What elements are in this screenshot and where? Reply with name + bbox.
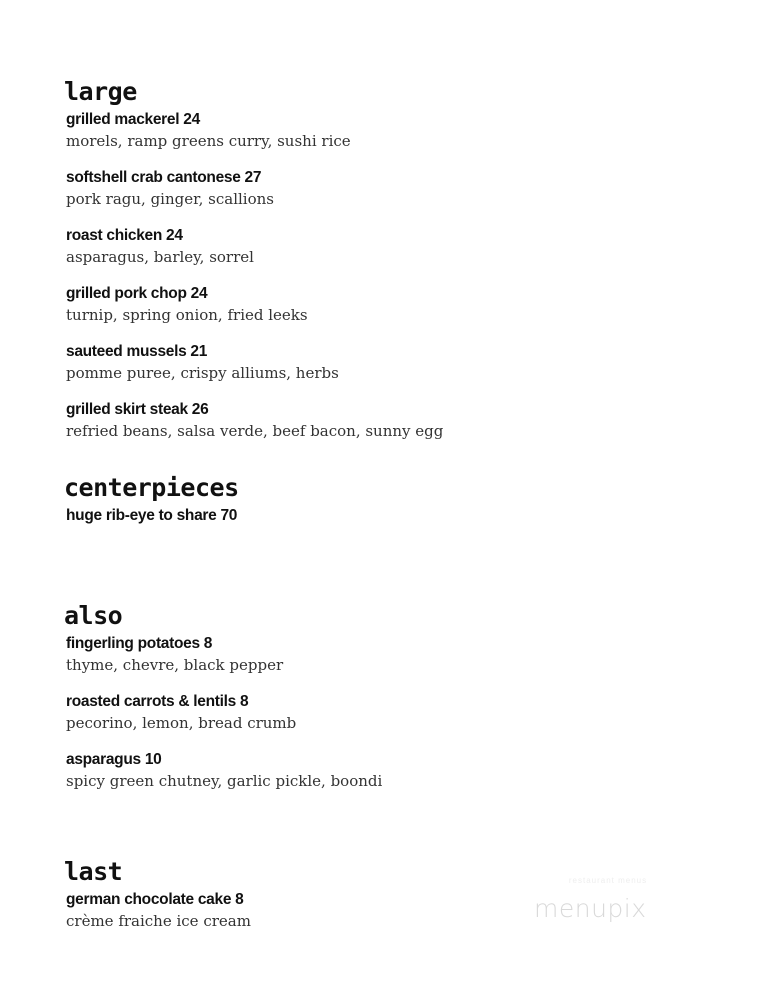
menu-item-name: fingerling potatoes 8	[66, 635, 213, 652]
menu-item	[66, 110, 706, 152]
section-heading: centerpieces	[64, 473, 239, 502]
menu-item	[66, 342, 706, 384]
section-also	[66, 602, 706, 808]
section-heading: also	[64, 601, 123, 630]
menu-item-description: turnip, spring onion, fried leeks	[66, 306, 308, 324]
menu-item-name: sauteed mussels 21	[66, 343, 208, 360]
menu-item	[66, 506, 706, 526]
menu-item-name: roast chicken 24	[66, 227, 183, 244]
menu-item	[66, 284, 706, 326]
menu-item-name: german chocolate cake 8	[66, 891, 244, 908]
section-large	[66, 78, 706, 458]
menu-item-description: spicy green chutney, garlic pickle, boondi	[66, 772, 383, 790]
menu-item	[66, 634, 706, 676]
menu-item	[66, 692, 706, 734]
menu-item-name: grilled pork chop 24	[66, 285, 208, 302]
menu-item	[66, 750, 706, 792]
section-centerpieces	[66, 474, 706, 542]
menu-item-description: morels, ramp greens curry, sushi rice	[66, 132, 351, 150]
section-heading: large	[64, 77, 137, 106]
menu-item-description: pork ragu, ginger, scallions	[66, 190, 274, 208]
menu-item-name: softshell crab cantonese 27	[66, 169, 262, 186]
menu-item-description: pomme puree, crispy alliums, herbs	[66, 364, 339, 382]
menu-item-description: asparagus, barley, sorrel	[66, 248, 254, 266]
menu-item-description: pecorino, lemon, bread crumb	[66, 714, 297, 732]
menu-item-description: thyme, chevre, black pepper	[66, 656, 284, 674]
section-heading: last	[64, 857, 123, 886]
menu-item-name: grilled mackerel 24	[66, 111, 200, 128]
menu-item-name: grilled skirt steak 26	[66, 401, 209, 418]
menu-item-name: roasted carrots & lentils 8	[66, 693, 249, 710]
watermark-logo-text: menupix	[534, 894, 647, 923]
menu-item	[66, 168, 706, 210]
menu-item-description: crème fraiche ice cream	[66, 912, 251, 930]
menu-item-name: huge rib-eye to share 70	[66, 507, 238, 524]
menu-item	[66, 400, 706, 442]
watermark-tagline: restaurant menus	[568, 876, 648, 885]
menu-item-name: asparagus 10	[66, 751, 162, 768]
menu-item-description: refried beans, salsa verde, beef bacon, sunny egg	[66, 422, 444, 440]
watermark-logo	[528, 876, 688, 936]
menu-item	[66, 226, 706, 268]
